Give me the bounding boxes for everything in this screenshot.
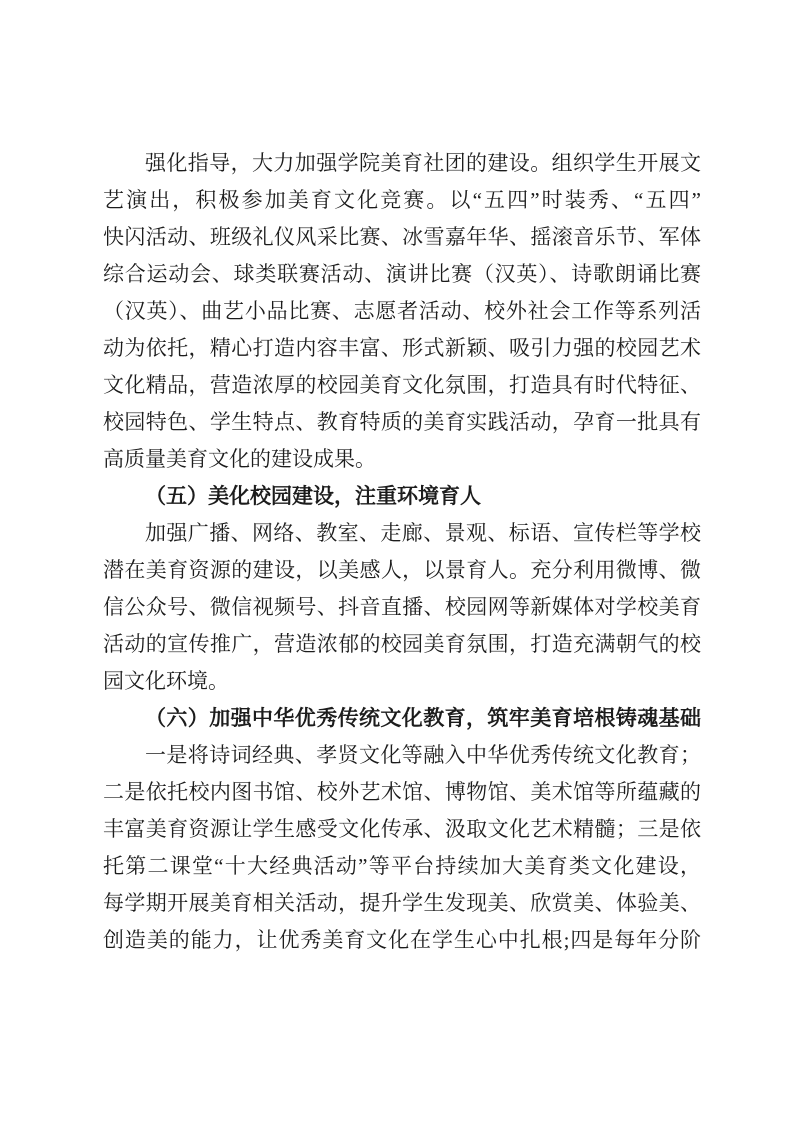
text-line: 潜在美育资源的建设，以美感人，以景育人。充分利用微博、微 (103, 558, 701, 582)
section-heading: （五）美化校园建设，注重环境育人 (145, 485, 481, 508)
text-line: 综合运动会、球类联赛活动、演讲比赛（汉英）、诗歌朗诵比赛 (103, 262, 701, 286)
text-line: 园文化环境。 (103, 669, 229, 693)
text-line: 每学期开展美育相关活动，提升学生发现美、欣赏美、体验美、 (103, 891, 701, 915)
text-line: 强化指导，大力加强学院美育社团的建设。组织学生开展文 (145, 151, 701, 175)
document-text-block (103, 145, 701, 959)
text-line: 丰富美育资源让学生感受文化传承、汲取文化艺术精髓；三是依 (103, 817, 701, 841)
text-line: 一是将诗词经典、孝贤文化等融入中华优秀传统文化教育； (145, 743, 701, 767)
text-line: 动为依托，精心打造内容丰富、形式新颖、吸引力强的校园艺术 (103, 336, 701, 360)
text-line: （汉英）、曲艺小品比赛、志愿者活动、校外社会工作等系列活 (103, 299, 701, 323)
text-line: 二是依托校内图书馆、校外艺术馆、博物馆、美术馆等所蕴藏的 (103, 780, 701, 804)
text-line: 文化精品，营造浓厚的校园美育文化氛围，打造具有时代特征、 (103, 373, 701, 397)
text-line: 信公众号、微信视频号、抖音直播、校园网等新媒体对学校美育 (103, 595, 701, 619)
text-line: 托第二课堂“十大经典活动”等平台持续加大美育类文化建设， (103, 854, 701, 878)
section-heading: （六）加强中华优秀传统文化教育，筑牢美育培根铸魂基础 (145, 707, 701, 730)
text-line: 快闪活动、班级礼仪风采比赛、冰雪嘉年华、摇滚音乐节、军体 (103, 225, 701, 249)
text-line: 创造美的能力，让优秀美育文化在学生心中扎根;四是每年分阶 (103, 928, 701, 952)
text-line: 加强广播、网络、教室、走廊、景观、标语、宣传栏等学校 (145, 521, 701, 545)
text-line: 高质量美育文化的建设成果。 (103, 447, 376, 471)
text-line: 活动的宣传推广，营造浓郁的校园美育氛围，打造充满朝气的校 (103, 632, 701, 656)
text-line: 艺演出，积极参加美育文化竞赛。以“五四”时装秀、“五四” (103, 188, 701, 212)
text-line: 校园特色、学生特点、教育特质的美育实践活动，孕育一批具有 (103, 410, 701, 434)
